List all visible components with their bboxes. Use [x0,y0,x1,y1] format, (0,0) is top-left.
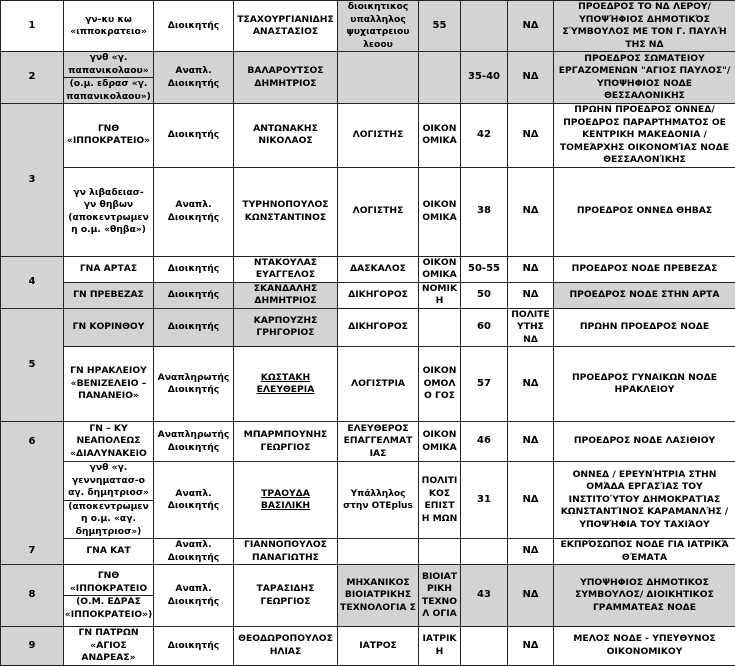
name-cell: ΝΤΑΚΟΥΛΑΣ ΕΥΑΓΓΕΛΟΣ [234,256,338,282]
position-cell: ΠΡΩΗΝ ΠΡΟΕΔΡΟΣ ΟΝΝΕΔ/ ΠΡΟΕΔΡΟΣ ΠΑΡΑΡΤΗΜΑΤΟΣ ΟΕ ΚΕΝΤΡΙΚΗ ΜΑΚΕΔΟΝΙΑ / ΤΟΜΕΆΡΧΗΣ ΟΙΚΟΝΟΜΊΑΣ ΝΟΔΕ ΘΕΣΣΑΛΟΝΊΚΗΣ [554,104,735,168]
hospital-sub-text: (ο.μ. εδρασ «γ. παπανικολαου») [64,77,154,103]
role-cell: Διοικητής [154,256,234,282]
profession-cell: ΔΙΚΗΓΟΡΟΣ [338,282,419,308]
row-number-cell: 5 [1,308,64,422]
hospital-main-text: γνθ «γ. παπανικολαου» [64,52,153,77]
field-cell: ΟΙΚΟΝ ΟΜΟΛΟ ΓΟΣ [419,347,461,422]
table-row [1,282,735,308]
profession-cell: ΔΑΣΚΑΛΟΣ [338,256,419,282]
role-cell: Διοικητής [154,104,234,168]
profession-cell: Υπάλληλος στην OTEplus [338,462,419,539]
role-cell: Διοικητής [154,282,234,308]
hospital-cell: ΓΝΑ ΚΑΤ [64,539,154,565]
name-cell: ΤΑΡΑΣΙΔΗΣ ΓΕΩΡΓΙΟΣ [234,565,338,627]
table-row [1,422,735,462]
role-cell: Αναπλ. Διοικητής [154,167,234,256]
role-cell: Αναπληρωτής Διοικητής [154,422,234,462]
row-number-cell: 6 [1,422,64,462]
role-cell: Διοικητής [154,627,234,666]
table-row [1,565,735,627]
hospital-cell [64,462,154,539]
position-cell: ΥΠΟΨΗΦΙΟΣ ΔΗΜΟΤΙΚΟΣ ΣΥΜΒΟΥΛΟΣ/ ΔΙΟΙΚΗΤΙΚΟΣ ΓΡΑΜΜΑΤΕΑΣ ΝΟΔΕ [554,565,735,627]
age-cell [461,539,508,565]
party-cell: ΝΔ [508,627,554,666]
table-row [1,52,735,104]
age-cell: 43 [461,565,508,627]
age-cell: 50 [461,282,508,308]
table-row [1,539,735,565]
profession-cell: ΛΟΓΙΣΤΡΙΑ [338,347,419,422]
profession-cell [338,1,419,52]
field-cell: ΒΙΟΙΑΤ ΡΙΚΗ ΤΕΧΝΟΛ ΟΓΙΑ [419,565,461,627]
age-cell: 38 [461,167,508,256]
profession-cell [338,52,419,104]
hospital-sub-text: (αποκεντρωμεν η ο.μ. «αγ. δημητριοσ») [64,500,154,539]
table-row [1,627,735,666]
name-cell: ΘΕΟΔΩΡΟΠΟΥΛΟΣ ΗΛΙΑΣ [234,627,338,666]
field-cell: ΟΙΚΟΝ ΟΜΙΚΑ [419,167,461,256]
age-cell: 46 [461,422,508,462]
position-cell: ΠΡΟΕΔΡΟΣ ΝΟΔΕ ΛΑΣΙΘΙΟΥ [554,422,735,462]
age-cell [461,1,508,52]
hospital-sub-text: (Ο.Μ. ΕΔΡΑΣ «ΙΠΠΟΚΡΑΤΕΙΟ») [64,595,154,621]
row-number-cell: 8 [1,565,64,627]
name-text: ΤΡΑΟΥΔΑ ΒΑΣΙΛΙΚΗ [261,488,310,512]
profession-cell: ΙΑΤΡΟΣ [338,627,419,666]
role-cell: Αναπλ. Διοικητής [154,565,234,627]
role-cell: Αναπλ. Διοικητής [154,52,234,104]
hospital-cell: ΓΝ ΠΡΕΒΕΖΑΣ [64,282,154,308]
hospital-cell: ΓΝ ΚΟΡΙΝΘΟΥ [64,308,154,347]
party-cell: ΝΔ [508,52,554,104]
hospital-cell [64,565,154,627]
name-cell: ΤΣΑΧΟΥΡΓΙΑΝΙΔΗΣ ΑΝΑΣΤΑΣΙΟΣ [234,1,338,52]
party-cell: ΝΔ [508,282,554,308]
age-cell: 31 [461,462,508,539]
row-number-cell: 2 [1,52,64,104]
name-cell: ΣΚΑΝΔΑΛΗΣ ΔΗΜΗΤΡΙΟΣ [234,282,338,308]
party-cell: ΝΔ [508,167,554,256]
age-cell: 42 [461,104,508,168]
party-cell: ΝΔ [508,256,554,282]
profession-cell: ΛΟΓΙΣΤΗΣ [338,104,419,168]
row-number-cell: 1 [1,1,64,52]
age-cell [461,627,508,666]
table-row [1,462,735,539]
row-number-cell: 9 [1,627,64,666]
table-row [1,256,735,282]
hospital-main-text: ΓΝΘ «ΙΠΠΟΚΡΑΤΕΙΟ [64,570,153,595]
hospital-cell: ΓΝ – ΚΥ ΝΕΑΠΟΛΕΩΣ «ΔΙΑΛΥΝΑΚΕΙΟ [64,422,154,462]
position-cell: ΠΡΟΕΔΡΟΣ ΣΩΜΑΤΕΙΟΥ ΕΡΓΑΖΟΜΕΝΩΝ "ΑΓΙΟΣ ΠΑΥΛΟΣ"/ΥΠΟΨΗΦΙΟΣ ΝΟΔΕ ΘΕΣΣΑΛΟΝΙΚΗΣ [554,52,735,104]
hospital-cell: ΓΝΑ ΑΡΤΑΣ [64,256,154,282]
role-cell: Αναπλ. Διοικητής [154,539,234,565]
name-cell: ΑΝΤΩΝΑΚΗΣ ΝΙΚΟΛΑΟΣ [234,104,338,168]
hospital-main-text: γνθ «γ. γεννηματασ-ο αγ. δημητριοσ» [64,462,153,500]
position-cell: ΠΡΟΕΔΡΟΣ ΝΟΔΕ ΣΤΗΝ ΑΡΤΑ [554,282,735,308]
party-cell: ΝΔ [508,565,554,627]
field-cell: ΟΙΚΟΝ ΟΜΙΚΑ [419,422,461,462]
position-cell: ΠΡΟΕΔΡΟΣ ΟΝΝΕΔ ΘΗΒΑΣ [554,167,735,256]
age-cell: 60 [461,308,508,347]
table-row [1,167,735,256]
profession-cell: ΛΟΓΙΣΤΗΣ [338,167,419,256]
profession-cell: ΔΙΚΗΓΟΡΟΣ [338,308,419,347]
role-cell: Αναπλ. Διοικητής [154,462,234,539]
row-number-spacer [1,462,64,539]
field-cell [419,308,461,347]
profession-cell: ΕΛΕΥΘΕΡΟΣ ΕΠΑΓΓΕΛΜΑΤ ΙΑΣ [338,422,419,462]
name-cell: ΚΑΡΠΟΥΖΗΣ ΓΡΗΓΟΡΙΟΣ [234,308,338,347]
row-number-cell: 4 [1,256,64,308]
position-cell: ΕΚΠΡΌΣΩΠΟΣ ΝΟΔΕ ΓΙΑ ΙΑΤΡΙΚΆ ΘΈΜΑΤΑ [554,539,735,565]
profession-text: διοικητικος υπαλληλος ψυχιατρειου λεοου [347,1,410,50]
party-cell: ΝΔ [508,422,554,462]
role-cell: Αναπληρωτής Διοικητής [154,347,234,422]
party-cell: ΝΔ [508,347,554,422]
name-text: ΚΩΣΤΑΚΗ ΕΛΕΥΘΕΡΙΑ [257,372,315,396]
name-cell [234,347,338,422]
name-cell: ΓΙΑΝΝΟΠΟΥΛΟΣ ΠΑΝΑΓΙΩΤΗΣ [234,539,338,565]
position-cell: ΠΡΩΗΝ ΠΡΟΕΔΡΟΣ ΝΟΔΕ [554,308,735,347]
profession-cell: ΜΗΧΑΝΙΚΟΣ ΒΙΟΙΑΤΡΙΚΗΣ ΤΕΧΝΟΛΟΓΙΑ Σ [338,565,419,627]
table-row [1,308,735,347]
table-row [1,347,735,422]
field-cell [419,539,461,565]
name-cell [234,462,338,539]
name-cell: ΤΥΡΗΝΟΠΟΥΛΟΣ ΚΩΝΣΤΑΝΤΙΝΟΣ [234,167,338,256]
profession-cell [338,539,419,565]
party-cell: ΝΔ [508,462,554,539]
field-cell: ΙΑΤΡΙΚ Η [419,627,461,666]
field-cell [419,52,461,104]
position-cell: ΜΕΛΟΣ ΝΟΔΕ - ΥΠΕΥΘΥΝΟΣ ΟΙΚΟΝΟΜΙΚΟΥ [554,627,735,666]
party-cell: ΝΔ [508,104,554,168]
party-cell: ΠΟΛΙΤΕ ΥΤΗΣ ΝΔ [508,308,554,347]
position-cell: ΟΝΝΕΔ / ΕΡΕΥΝΉΤΡΙΑ ΣΤΗΝ ΟΜΆΔΑ ΕΡΓΑΣΊΑΣ ΤΟΥ ΙΝΣΤΙΤΟΎΤΟΥ ΔΗΜΟΚΡΑΤΊΑΣ ΚΩΝΣΤΑΝΤΊΝΟΣ ΚΑΡΑΜΑΝΛΉΣ / ΥΠΟΨΉΦΙΑ ΤΟΥ ΤΑΧΙΆΟΥ [554,462,735,539]
row-number-cell: 7 [1,539,64,565]
field-cell: 55 [419,1,461,52]
role-cell: Διοικητής [154,1,234,52]
table-row [1,1,735,52]
party-cell: ΝΔ [508,539,554,565]
age-cell: 35-40 [461,52,508,104]
position-cell: ΠΡΟΕΔΡΟΣ ΤΟ ΝΔ ΛΕΡΟΥ/ΥΠΟΨΉΦΙΟΣ ΔΗΜΟΤΙΚΌΣ ΣΎΜΒΟΥΛΟΣ ΜΕ ΤΟΝ Γ. ΠΑΥΛΉ ΤΗΣ ΝΔ [554,1,735,52]
role-cell: Διοικητής [154,308,234,347]
hospital-cell [64,52,154,104]
party-cell: ΝΔ [508,1,554,52]
field-cell: ΟΙΚΟΝ ΟΜΙΚΑ [419,256,461,282]
field-cell: ΝΟΜΙΚ Η [419,282,461,308]
row-number-cell: 3 [1,104,64,257]
field-cell: ΠΟΛΙΤΙ ΚΟΣ ΕΠΙΣΤΗ ΜΩΝ [419,462,461,539]
table-row [1,104,735,168]
name-cell: ΒΑΛΑΡΟΥΤΣΟΣ ΔΗΜΗΤΡΙΟΣ [234,52,338,104]
field-cell: ΟΙΚΟΝ ΟΜΙΚΑ [419,104,461,168]
hospital-cell: ΓΝ ΠΑΤΡΩΝ «ΑΓΙΟΣ ΑΝΔΡΕΑΣ» [64,627,154,666]
name-cell: ΜΠΑΡΜΠΟΥΝΗΣ ΓΕΩΡΓΙΟΣ [234,422,338,462]
age-cell: 57 [461,347,508,422]
hospital-cell: γν λιβαδειασ- γν θηβων (αποκεντρωμεν η ο.μ. «θηβα») [64,167,154,256]
hospital-cell: γν-κυ κω «ιπποκρατειο» [64,1,154,52]
position-cell: ΠΡΟΕΔΡΟΣ ΓΥΝΑΙΚΩΝ ΝΟΔΕ ΗΡΑΚΛΕΙΟΥ [554,347,735,422]
position-cell: ΠΡΟΕΔΡΟΣ ΝΟΔΕ ΠΡΕΒΕΖΑΣ [554,256,735,282]
age-cell: 50-55 [461,256,508,282]
hospital-cell: ΓΝ ΗΡΑΚΛΕΙΟΥ «ΒΕΝΙΖΕΛΕΙΟ – ΠΑΝΑΝΕΙΟ» [64,347,154,422]
hospital-cell: ΓΝΘ «ΙΠΠΟΚΡΑΤΕΙΟ» [64,104,154,168]
